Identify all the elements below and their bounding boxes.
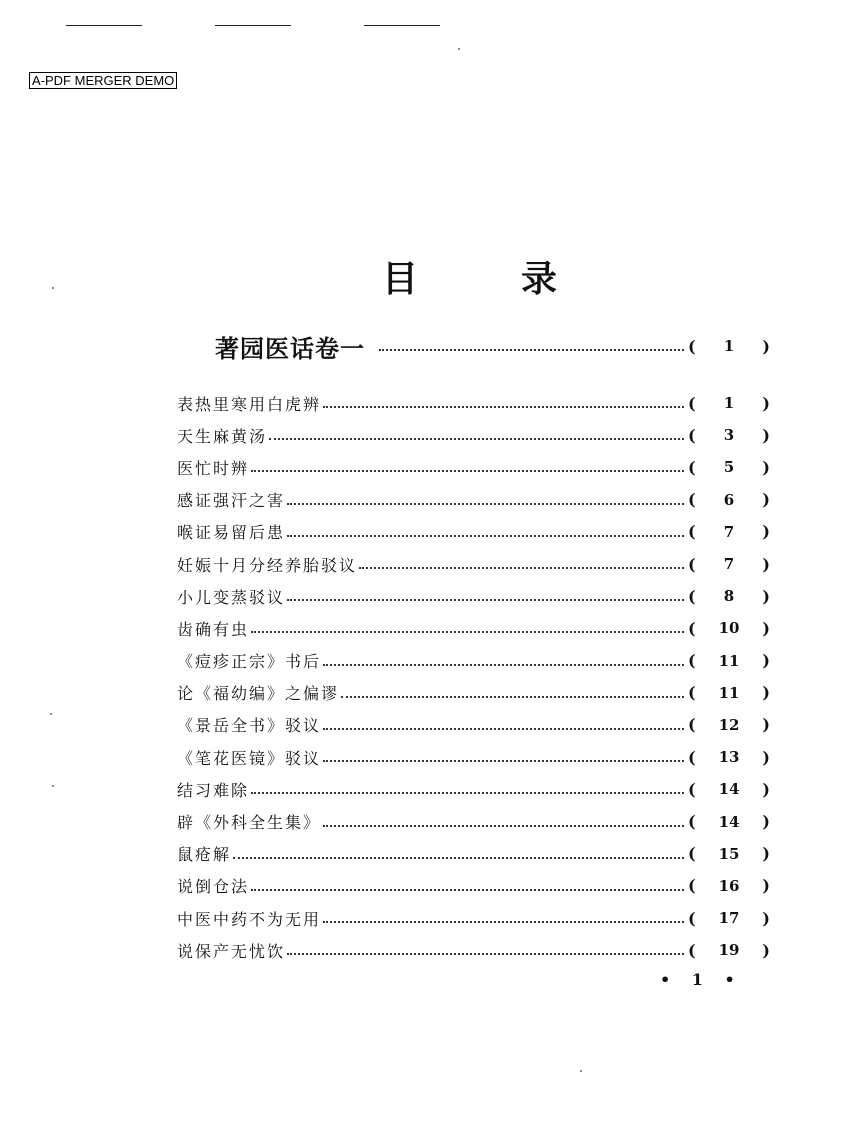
- page-ref: [688, 555, 770, 574]
- page-number: 19: [718, 941, 740, 960]
- open-paren: (: [688, 747, 696, 767]
- toc-entry[interactable]: [177, 645, 770, 677]
- page-ref: [688, 394, 770, 413]
- dot-leader: [251, 792, 684, 794]
- close-paren: ): [762, 683, 770, 703]
- page-number: 13: [718, 748, 740, 767]
- page-ref: [688, 619, 770, 638]
- open-paren: (: [688, 779, 696, 799]
- page-ref: [688, 683, 770, 702]
- page-title-right: 录: [520, 259, 557, 300]
- page-number: 12: [718, 715, 740, 734]
- toc-entry[interactable]: [177, 516, 770, 548]
- page-number: 10: [718, 619, 740, 638]
- page-ref: [688, 780, 770, 799]
- entry-title: 齿确有虫: [177, 619, 250, 639]
- entry-title: 辟《外科全生集》: [177, 813, 322, 833]
- page-ref: [688, 458, 770, 477]
- open-paren: (: [688, 812, 696, 832]
- dot-leader: [323, 825, 684, 827]
- toc-entry[interactable]: [177, 934, 770, 966]
- open-paren: (: [688, 457, 696, 477]
- toc-entry[interactable]: [177, 419, 770, 451]
- open-paren: (: [688, 908, 696, 928]
- page-ref: [688, 651, 770, 670]
- dot-leader: [359, 567, 684, 569]
- open-paren: (: [688, 844, 696, 864]
- dot-leader: [323, 406, 684, 408]
- toc-entry[interactable]: [177, 773, 770, 805]
- scan-speck: [458, 48, 460, 50]
- watermark-label: A-PDF MERGER DEMO: [29, 72, 177, 89]
- open-paren: (: [688, 393, 696, 413]
- open-paren: (: [688, 940, 696, 960]
- dot-leader: [251, 470, 684, 472]
- page-number: 11: [718, 683, 740, 702]
- close-paren: ): [762, 908, 770, 928]
- dot-leader: [379, 349, 684, 351]
- open-paren: (: [688, 876, 696, 896]
- dot-leader: [287, 503, 684, 505]
- close-paren: ): [762, 651, 770, 671]
- close-paren: ): [762, 457, 770, 477]
- toc-entry[interactable]: [177, 580, 770, 612]
- toc-entry[interactable]: [177, 484, 770, 516]
- entry-title: 医忙时辨: [177, 458, 250, 478]
- dot-leader: [251, 631, 684, 633]
- close-paren: ): [762, 425, 770, 445]
- open-paren: (: [688, 618, 696, 638]
- close-paren: ): [762, 715, 770, 735]
- entry-title: 《笔花医镜》驳议: [177, 748, 322, 768]
- dot-leader: [323, 921, 684, 923]
- volume-heading[interactable]: [215, 330, 770, 362]
- close-paren: ): [762, 876, 770, 896]
- open-paren: (: [688, 715, 696, 735]
- page-ref: [688, 426, 770, 445]
- entry-title: 感证强汗之害: [177, 491, 286, 511]
- scan-speck: [50, 713, 52, 715]
- page-number: 3: [723, 426, 735, 445]
- toc-entry[interactable]: [177, 805, 770, 837]
- footer-page-number: • 1 •: [660, 970, 743, 989]
- entry-title: 说保产无忧饮: [177, 941, 286, 961]
- open-paren: (: [688, 522, 696, 542]
- open-paren: (: [688, 554, 696, 574]
- toc-list: [177, 387, 770, 966]
- page-number: 6: [723, 490, 735, 509]
- entry-title: 喉证易留后患: [177, 523, 286, 543]
- scan-speck: [52, 785, 54, 787]
- open-paren: (: [688, 425, 696, 445]
- dot-leader: [269, 438, 684, 440]
- page-number: 14: [718, 812, 740, 831]
- entry-title: 中医中药不为无用: [177, 909, 322, 929]
- page-number: 1: [723, 337, 735, 355]
- close-paren: ): [762, 554, 770, 574]
- entry-title: 鼠疮解: [177, 845, 232, 865]
- entry-title: 《痘疹正宗》书后: [177, 652, 322, 672]
- page-ref: [688, 715, 770, 734]
- close-paren: ): [762, 336, 770, 356]
- dot-leader: [251, 889, 684, 891]
- page-ref: [688, 748, 770, 767]
- toc-entry[interactable]: [177, 902, 770, 934]
- page-number: 11: [718, 651, 740, 670]
- toc-entry[interactable]: [177, 741, 770, 773]
- toc-entry[interactable]: [177, 451, 770, 483]
- page-number: 7: [723, 555, 735, 574]
- entry-title: 论《福幼编》之偏谬: [177, 684, 340, 704]
- top-rule-1: [66, 25, 142, 26]
- page-ref: [688, 587, 770, 606]
- entry-title: 小儿变蒸驳议: [177, 587, 286, 607]
- close-paren: ): [762, 747, 770, 767]
- page-ref: [688, 337, 770, 356]
- page-ref: [688, 876, 770, 895]
- close-paren: ): [762, 522, 770, 542]
- toc-entry[interactable]: [177, 838, 770, 870]
- page-number: 15: [718, 844, 740, 863]
- top-rule-2: [215, 25, 291, 26]
- dot-leader: [323, 728, 684, 730]
- dot-leader: [323, 760, 684, 762]
- entry-title: 《景岳全书》驳议: [177, 716, 322, 736]
- close-paren: ): [762, 779, 770, 799]
- top-rule-3: [364, 25, 440, 26]
- toc-entry[interactable]: [177, 387, 770, 419]
- page-number: 8: [723, 587, 735, 606]
- entry-title: 结习难除: [177, 780, 250, 800]
- page-number: 16: [718, 876, 740, 895]
- dot-leader: [287, 535, 684, 537]
- open-paren: (: [688, 490, 696, 510]
- page-ref: [688, 941, 770, 960]
- toc-entry[interactable]: [177, 612, 770, 644]
- page-ref: [688, 909, 770, 928]
- dot-leader: [287, 599, 684, 601]
- toc-entry[interactable]: [177, 709, 770, 741]
- page-ref: [688, 844, 770, 863]
- toc-entry[interactable]: [177, 870, 770, 902]
- page-ref: [688, 522, 770, 541]
- close-paren: ): [762, 490, 770, 510]
- close-paren: ): [762, 618, 770, 638]
- scan-speck: [52, 287, 54, 289]
- page-number: 5: [723, 458, 735, 477]
- close-paren: ): [762, 844, 770, 864]
- close-paren: ): [762, 940, 770, 960]
- close-paren: ): [762, 812, 770, 832]
- open-paren: (: [688, 683, 696, 703]
- dot-leader: [287, 953, 684, 955]
- close-paren: ): [762, 586, 770, 606]
- scan-speck: [580, 1070, 582, 1072]
- entry-title: 表热里寒用白虎辨: [177, 394, 322, 414]
- dot-leader: [323, 664, 684, 666]
- page-number: 14: [718, 780, 740, 799]
- page-number: 7: [723, 522, 735, 541]
- page-ref: [688, 812, 770, 831]
- dot-leader: [341, 696, 684, 698]
- open-paren: (: [688, 651, 696, 671]
- entry-title: 说倒仓法: [177, 877, 250, 897]
- toc-entry[interactable]: [177, 677, 770, 709]
- dot-leader: [233, 857, 684, 859]
- page-ref: [688, 490, 770, 509]
- entry-title: 天生麻黄汤: [177, 426, 268, 446]
- open-paren: (: [688, 336, 696, 356]
- page-number: 1: [723, 394, 735, 413]
- page-title: [382, 258, 557, 302]
- volume-title: 著园医话卷一: [215, 334, 365, 363]
- open-paren: (: [688, 586, 696, 606]
- close-paren: ): [762, 393, 770, 413]
- entry-title: 妊娠十月分经养胎驳议: [177, 555, 358, 575]
- toc-entry[interactable]: [177, 548, 770, 580]
- page-number: 17: [718, 909, 740, 928]
- page-title-left: 目: [382, 259, 419, 300]
